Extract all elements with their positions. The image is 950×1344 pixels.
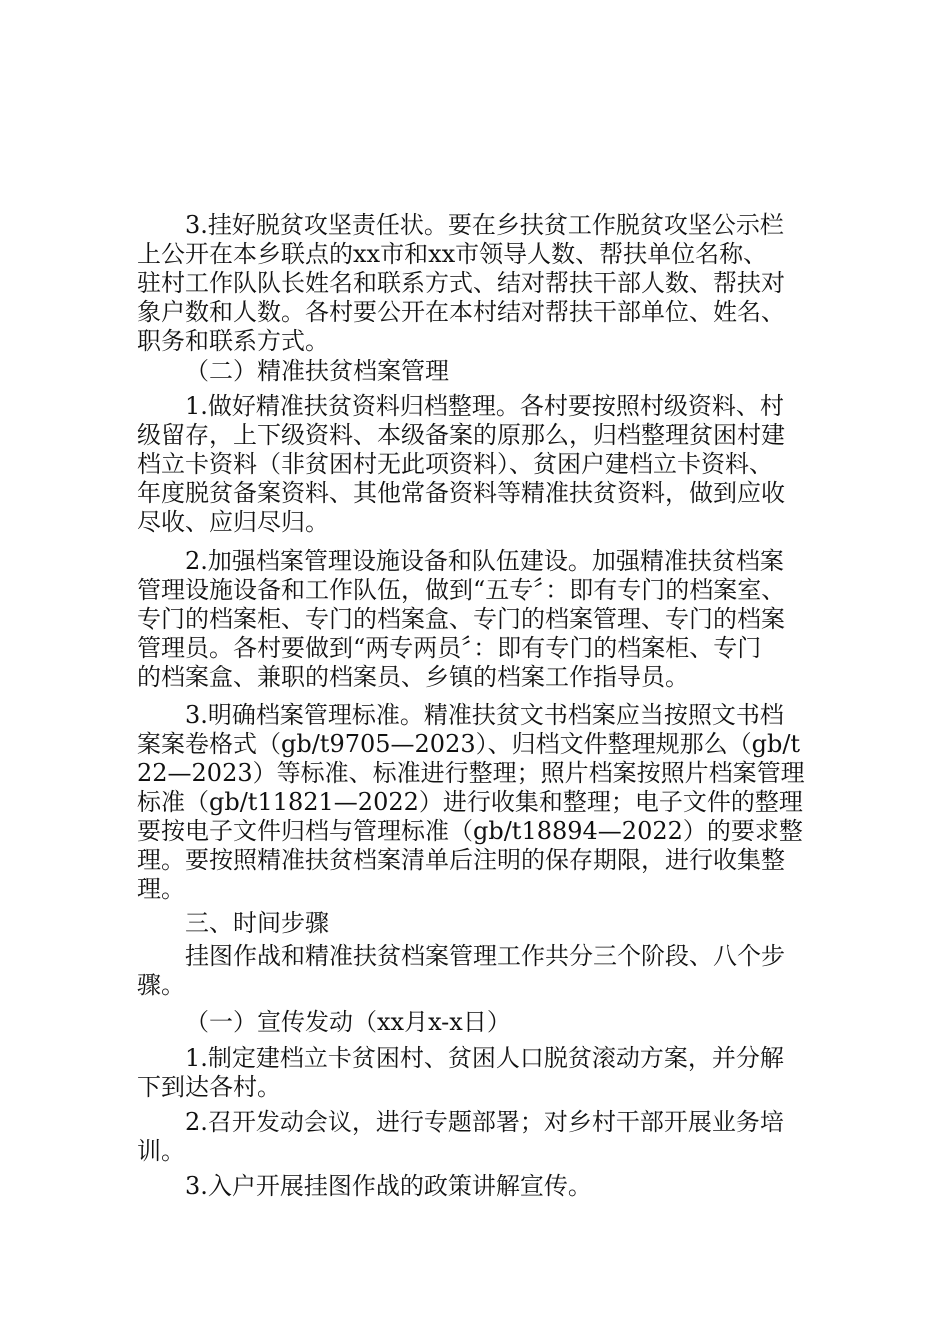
text-line-12: 2.加强档案管理设施设备和队伍建设。加强精准扶贫档案	[185, 547, 784, 575]
text-line-15: 管理员。各村要做到“两专两员〞：即有专门的档案柜、专门	[137, 634, 762, 662]
text-line-2: 上公开在本乡联点的xx市和xx市领导人数、帮扶单位名称、	[137, 240, 768, 268]
text-line-23: 理。	[137, 875, 185, 903]
text-line-22: 理。要按照精准扶贫档案清单后注明的保存期限，进行收集整	[137, 846, 785, 874]
text-line-32: 3.入户开展挂图作战的政策讲解宣传。	[185, 1172, 592, 1200]
text-line-26: 骤。	[137, 971, 185, 999]
text-line-18: 案案卷格式（gb/t9705—2023）、归档文件整理规那么（gb/t	[137, 730, 801, 758]
text-line-4: 象户数和人数。各村要公开在本村结对帮扶干部单位、姓名、	[137, 298, 785, 326]
section-heading-schedule: 三、时间步骤	[185, 909, 329, 937]
section-heading-mobilization: （一）宣传发动（xx月x-x日）	[185, 1008, 511, 1036]
section-heading-archive: （二）精准扶贫档案管理	[185, 357, 449, 385]
text-line-14: 专门的档案柜、专门的档案盒、专门的档案管理、专门的档案	[137, 605, 785, 633]
text-line-28: 1.制定建档立卡贫困村、贫困人口脱贫滚动方案，并分解	[185, 1044, 784, 1072]
text-line-17: 3.明确档案管理标准。精准扶贫文书档案应当按照文书档	[185, 701, 784, 729]
text-line-10: 年度脱贫备案资料、其他常备资料等精准扶贫资料，做到应收	[137, 479, 785, 507]
text-line-21: 要按电子文件归档与管理标准（gb/t18894—2022）的要求整	[137, 817, 803, 845]
text-line-25: 挂图作战和精准扶贫档案管理工作共分三个阶段、八个步	[185, 942, 785, 970]
text-line-29: 下到达各村。	[137, 1073, 281, 1101]
text-line-9: 档立卡资料（非贫困村无此项资料）、贫困户建档立卡资料、	[137, 450, 773, 478]
text-line-8: 级留存，上下级资料、本级备案的原那么，归档整理贫困村建	[137, 421, 785, 449]
text-line-20: 标准（gb/t11821—2022）进行收集和整理；电子文件的整理	[137, 788, 803, 816]
text-line-7: 1.做好精准扶贫资料归档整理。各村要按照村级资料、村	[185, 392, 784, 420]
text-line-1: 3.挂好脱贫攻坚责任状。要在乡扶贫工作脱贫攻坚公示栏	[185, 211, 784, 239]
text-line-13: 管理设施设备和工作队伍，做到“五专〞：即有专门的档案室、	[137, 576, 786, 604]
text-line-19: 22—2023）等标准、标准进行整理；照片档案按照片档案管理	[137, 759, 805, 787]
text-line-31: 训。	[137, 1137, 185, 1165]
text-line-3: 驻村工作队队长姓名和联系方式、结对帮扶干部人数、帮扶对	[137, 269, 785, 297]
text-line-5: 职务和联系方式。	[137, 327, 329, 355]
text-line-11: 尽收、应归尽归。	[137, 508, 329, 536]
text-line-30: 2.召开发动会议，进行专题部署；对乡村干部开展业务培	[185, 1108, 784, 1136]
text-line-16: 的档案盒、兼职的档案员、乡镇的档案工作指导员。	[137, 663, 689, 691]
